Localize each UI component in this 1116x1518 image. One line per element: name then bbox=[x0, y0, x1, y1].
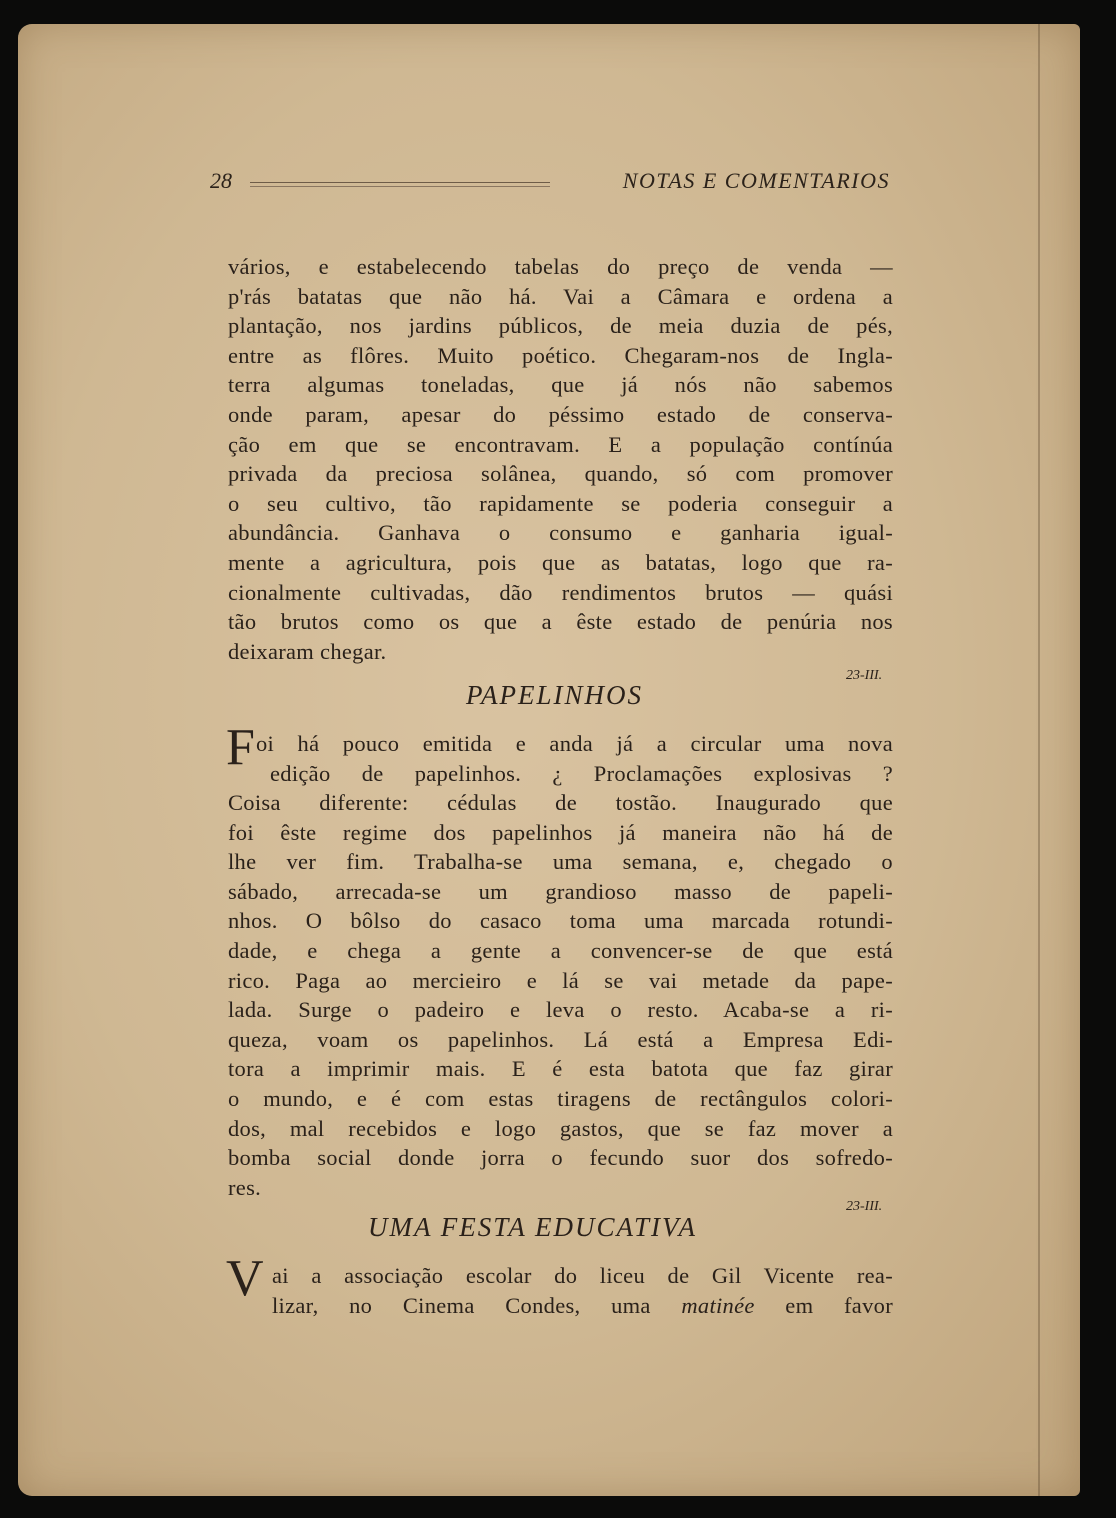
text-line: queza, voam os papelinhos. Lá está a Empresa Edi- bbox=[228, 1026, 893, 1052]
text-line: bomba social donde jorra o fecundo suor dos sofredo- bbox=[228, 1145, 893, 1171]
text-line: foi êste regime dos papelinhos já maneira não há de bbox=[228, 819, 893, 845]
text-line bbox=[272, 1291, 893, 1321]
text-line: tora a imprimir mais. E é esta batota que faz girar bbox=[228, 1056, 893, 1082]
page-header bbox=[210, 168, 890, 198]
italic-word: matinée bbox=[681, 1292, 755, 1318]
text-line: nhos. O bôlso do casaco toma uma marcada rotundi- bbox=[228, 908, 893, 934]
text-line: abundância. Ganhava o consumo e ganharia igual- bbox=[228, 520, 893, 546]
header-rule bbox=[250, 182, 550, 187]
text-line: tão brutos como os que a êste estado de penúria nos bbox=[228, 609, 893, 635]
text-line: Coisa diferente: cédulas de tostão. Inaugurado que bbox=[228, 790, 893, 815]
section-2-text bbox=[228, 788, 893, 1202]
text-line: ai a associação escolar do liceu de Gil Vicente rea- bbox=[272, 1263, 893, 1288]
running-title: NOTAS E COMENTARIOS bbox=[622, 168, 890, 193]
section-2-date: 23-III. bbox=[846, 1199, 883, 1214]
section-heading-festa: UMA FESTA EDUCATIVA bbox=[368, 1212, 697, 1242]
text-line: plantação, nos jardins públicos, de meia duzia de pés, bbox=[228, 313, 893, 339]
text-line: lada. Surge o padeiro e leva o resto. Acaba-se a ri- bbox=[228, 997, 893, 1023]
text-line: cionalmente cultivadas, dão rendimentos brutos — quási bbox=[228, 579, 893, 605]
text-line: o mundo, e é com estas tiragens de rectângulos colori- bbox=[228, 1085, 893, 1111]
text-line: ção em que se encontravam. E a população contínúa bbox=[228, 431, 893, 457]
text-line: terra algumas toneladas, que já nós não sabemos bbox=[228, 372, 893, 398]
text-line: deixaram chegar. bbox=[228, 638, 387, 664]
text-line: dade, e chega a gente a convencer-se de que está bbox=[228, 937, 893, 963]
drop-cap: F bbox=[226, 719, 255, 776]
text-line: dos, mal recebidos e logo gastos, que se faz mover a bbox=[228, 1115, 893, 1141]
text-line: entre as flôres. Muito poético. Chegaram-nos de Ingla- bbox=[228, 342, 893, 368]
text-line: p'rás batatas que não há. Vai a Câmara e ordena a bbox=[228, 283, 893, 309]
section-2-opening bbox=[256, 729, 893, 788]
page-number: 28 bbox=[210, 168, 232, 193]
text-line: rico. Paga ao mercieiro e lá se vai metade da pape- bbox=[228, 967, 893, 993]
section-heading-papelinhos: PAPELINHOS bbox=[466, 680, 644, 710]
text-line: lhe ver fim. Trabalha-se uma semana, e, chegado o bbox=[228, 849, 893, 875]
text-line: onde param, apesar do péssimo estado de conserva- bbox=[228, 401, 893, 427]
text-line: res. bbox=[228, 1174, 262, 1200]
text-fragment: em favor bbox=[754, 1292, 893, 1318]
text-fragment: lizar, no Cinema Condes, uma bbox=[272, 1292, 682, 1318]
text-line: edição de papelinhos. ¿ Proclamações explosivas ? bbox=[270, 760, 893, 786]
section-1-text bbox=[228, 252, 893, 666]
page-fold-edge bbox=[1038, 24, 1040, 1496]
section-1-date: 23-III. bbox=[846, 668, 883, 683]
drop-cap: V bbox=[226, 1250, 264, 1307]
text-line: sábado, arrecada-se um grandioso masso de papeli- bbox=[228, 878, 893, 904]
section-3-text bbox=[272, 1261, 893, 1320]
text-line: vários, e estabelecendo tabelas do preço de venda — bbox=[228, 254, 893, 279]
text-line: mente a agricultura, pois que as batatas, logo que ra- bbox=[228, 549, 893, 575]
text-line: o seu cultivo, tão rapidamente se poderia conseguir a bbox=[228, 490, 893, 516]
text-line: privada da preciosa solânea, quando, só com promover bbox=[228, 461, 893, 487]
text-line: oi há pouco emitida e anda já a circular uma nova bbox=[256, 731, 893, 756]
